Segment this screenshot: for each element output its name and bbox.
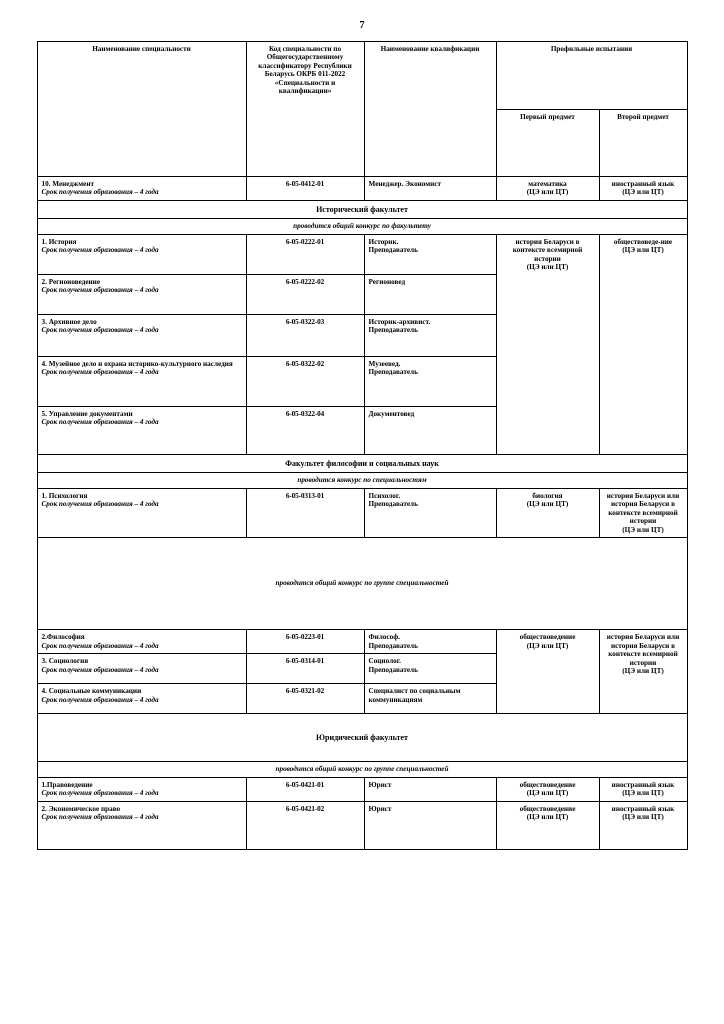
qualification-cell: Юрист — [364, 777, 496, 801]
competition-note-row — [37, 762, 687, 777]
specialty-title: 3. Социология — [41, 657, 89, 666]
specialty-code-cell: 6-05-0223-01 — [246, 630, 364, 654]
competition-note: проводится общий конкурс по группе специальностей — [37, 762, 687, 777]
qualification-cell: Психолог. Преподаватель — [364, 488, 496, 537]
qualification-cell: Менеджер. Экономист — [364, 177, 496, 201]
table-row — [37, 177, 687, 201]
qualification-cell: Историк-архивист. Преподаватель — [364, 314, 496, 356]
table-row — [37, 777, 687, 801]
specialty-name-cell — [37, 488, 246, 537]
specialty-name-cell — [37, 654, 246, 684]
education-term: Срок получения образования – 4 года — [41, 500, 159, 509]
second-subject-cell: иностранный язык (ЦЭ или ЦТ) — [599, 777, 687, 801]
qualification-cell: Юрист — [364, 801, 496, 849]
first-subject-cell: обществоведение (ЦЭ или ЦТ) — [496, 630, 599, 714]
specialty-code-cell: 6-05-0222-02 — [246, 274, 364, 314]
table-row — [37, 801, 687, 849]
competition-note-row — [37, 538, 687, 630]
specialty-name-cell — [37, 630, 246, 654]
qualification-cell: Музеевед. Преподаватель — [364, 356, 496, 406]
education-term: Срок получения образования – 4 года — [41, 665, 159, 674]
qualification-cell: Специалист по социальным коммуникациям — [364, 684, 496, 714]
table-row — [37, 488, 687, 537]
header-first-subject: Первый предмет — [496, 109, 599, 177]
specialty-name-cell — [37, 684, 246, 714]
specialty-code-cell: 6-05-0412-01 — [246, 177, 364, 201]
qualification-cell: Социолог. Преподаватель — [364, 654, 496, 684]
qualification-cell: Философ. Преподаватель — [364, 630, 496, 654]
education-term: Срок получения образования – 4 года — [41, 326, 159, 335]
header-profile-tests: Профильные испытания — [496, 42, 687, 110]
education-term: Срок получения образования – 4 года — [41, 246, 159, 255]
specialty-title: 1. История — [41, 237, 77, 246]
first-subject-cell: математика (ЦЭ или ЦТ) — [496, 177, 599, 201]
second-subject-cell: иностранный язык (ЦЭ или ЦТ) — [599, 177, 687, 201]
education-term: Срок получения образования – 4 года — [41, 695, 159, 704]
first-subject-cell: обществоведение (ЦЭ или ЦТ) — [496, 801, 599, 849]
first-subject-cell: история Беларуси в контексте всемирной истории (ЦЭ или ЦТ) — [496, 234, 599, 454]
specialty-name-cell — [37, 274, 246, 314]
specialty-code-cell: 6-05-0313-01 — [246, 488, 364, 537]
first-subject-cell: обществоведение (ЦЭ или ЦТ) — [496, 777, 599, 801]
specialty-name-cell — [37, 314, 246, 356]
education-term: Срок получения образования – 4 года — [41, 286, 159, 295]
faculty-heading-row — [37, 200, 687, 218]
faculty-heading-row — [37, 714, 687, 762]
faculty-title: Факультет философии и социальных наук — [37, 454, 687, 472]
education-term: Срок получения образования – 4 года — [41, 188, 159, 197]
specialty-code-cell: 6-05-0321-02 — [246, 684, 364, 714]
specialty-code-cell: 6-05-0314-01 — [246, 654, 364, 684]
second-subject-cell: обществоведе-ние (ЦЭ или ЦТ) — [599, 234, 687, 454]
specialty-name-cell — [37, 777, 246, 801]
specialty-name-cell — [37, 801, 246, 849]
education-term: Срок получения образования – 4 года — [41, 641, 159, 650]
competition-note: проводится общий конкурс по факультету — [37, 219, 687, 234]
qualification-cell: Регионовед — [364, 274, 496, 314]
table-body — [37, 177, 687, 850]
header-specialty-code: Код специальности по Общегосударственному классификатору Республики Беларусь ОКРБ 011-2022 «Специальности и квалификации» — [246, 42, 364, 177]
second-subject-cell: история Беларуси или история Беларуси в контексте всемирной истории (ЦЭ или ЦТ) — [599, 488, 687, 537]
specialty-name-cell — [37, 177, 246, 201]
competition-note: проводится конкурс по специальностям — [37, 473, 687, 488]
specialty-title: 5. Управление документами — [41, 409, 133, 418]
specialty-title: 10. Менеджмент — [41, 180, 95, 188]
qualification-cell: Документовед — [364, 406, 496, 454]
specialty-code-cell: 6-05-0322-02 — [246, 356, 364, 406]
first-subject-cell: биология (ЦЭ или ЦТ) — [496, 488, 599, 537]
specialty-title: 3. Архивное дело — [41, 317, 97, 326]
specialty-code-cell: 6-05-0322-04 — [246, 406, 364, 454]
table-header — [37, 42, 687, 177]
specialty-name-cell — [37, 356, 246, 406]
table-row — [37, 630, 687, 654]
table-row — [37, 234, 687, 274]
header-qualification-name: Наименование квалификации — [364, 42, 496, 177]
education-term: Срок получения образования – 4 года — [41, 368, 159, 377]
specialty-code-cell: 6-05-0322-03 — [246, 314, 364, 356]
faculty-title: Исторический факультет — [37, 200, 687, 218]
specialty-code-cell: 6-05-0421-02 — [246, 801, 364, 849]
admissions-table-container — [0, 41, 724, 850]
faculty-heading-row — [37, 454, 687, 472]
qualification-cell: Историк. Преподаватель — [364, 234, 496, 274]
header-second-subject: Второй предмет — [599, 109, 687, 177]
education-term: Срок получения образования – 4 года — [41, 789, 159, 798]
specialty-title: 4. Социальные коммуникации — [41, 687, 142, 696]
header-specialty-name: Наименование специальности — [37, 42, 246, 177]
education-term: Срок получения образования – 4 года — [41, 813, 159, 822]
specialty-title: 1. Психология — [41, 491, 88, 500]
header-row-main — [37, 42, 687, 110]
specialty-title: 2.Философия — [41, 633, 85, 642]
competition-note: проводится общий конкурс по группе специальностей — [37, 538, 687, 630]
specialty-title: 1.Правоведение — [41, 780, 93, 789]
second-subject-cell: история Беларуси или история Беларуси в контексте всемирной истории (ЦЭ или ЦТ) — [599, 630, 687, 714]
faculty-title: Юридический факультет — [37, 714, 687, 762]
specialty-title: 2. Регионоведение — [41, 277, 101, 286]
second-subject-cell: иностранный язык (ЦЭ или ЦТ) — [599, 801, 687, 849]
specialty-code-cell: 6-05-0222-01 — [246, 234, 364, 274]
competition-note-row — [37, 473, 687, 488]
specialty-name-cell — [37, 234, 246, 274]
page-number: 7 — [359, 20, 365, 31]
admissions-table — [37, 41, 688, 850]
specialty-name-cell — [37, 406, 246, 454]
specialty-title: 2. Экономическое право — [41, 804, 121, 813]
specialty-code-cell: 6-05-0421-01 — [246, 777, 364, 801]
specialty-title: 4. Музейное дело и охрана историко-культурного наследия — [41, 359, 233, 368]
education-term: Срок получения образования – 4 года — [41, 418, 159, 427]
competition-note-row — [37, 219, 687, 234]
